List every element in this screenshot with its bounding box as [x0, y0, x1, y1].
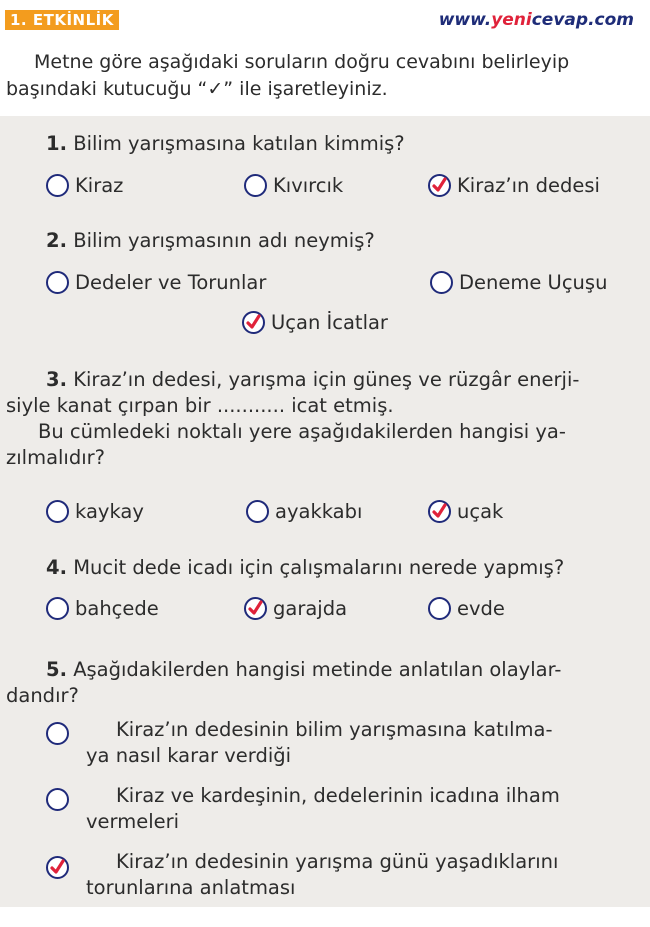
- q5-option-2-line-2: vermeleri: [86, 810, 180, 833]
- question-4: [46, 554, 564, 581]
- option-label: Deneme Uçuşu: [459, 271, 608, 294]
- header: [0, 7, 650, 37]
- activity-label: 1. ETKİNLİK: [5, 10, 119, 30]
- question-text: Bilim yarışmasının adı neymiş?: [73, 229, 375, 252]
- q4-option-3[interactable]: [428, 595, 505, 622]
- question-text-line-1: Kiraz’ın dedesi, yarışma için güneş ve rüzgâr enerji-: [73, 368, 580, 391]
- question-text-line-1: Aşağıdakilerden hangisi metinde anlatılan olaylar-: [73, 658, 562, 681]
- q5-option-1-line-2: ya nasıl karar verdiği: [86, 744, 292, 767]
- q5-option-2-checkbox-row[interactable]: [46, 788, 75, 811]
- q5-option-1-line-1: Kiraz’ın dedesinin bilim yarışmasına katılma-: [116, 718, 553, 741]
- instructions-line-1: Metne göre aşağıdaki soruların doğru cevabını belirleyip: [34, 51, 570, 73]
- q5-option-2-line-1: Kiraz ve kardeşinin, dedelerinin icadına ilham: [116, 784, 560, 807]
- option-label: bahçede: [75, 597, 159, 620]
- question-number: 5.: [46, 658, 67, 681]
- check-mark-icon: [49, 859, 66, 876]
- url-prefix: www.: [438, 10, 492, 30]
- q3-option-1[interactable]: [46, 498, 144, 525]
- q3-option-2[interactable]: [246, 498, 362, 525]
- q5-option-3-line-1: Kiraz’ın dedesinin yarışma günü yaşadıklarını: [116, 850, 559, 873]
- q2-option-1[interactable]: [46, 269, 266, 296]
- option-label: Kiraz: [75, 174, 124, 197]
- question-text: Mucit dede icadı için çalışmalarını nerede yapmış?: [73, 556, 565, 579]
- q1-option-1[interactable]: [46, 172, 123, 199]
- q1-option-2[interactable]: [244, 172, 343, 199]
- site-url: [439, 10, 634, 30]
- answer-checkbox[interactable]: [428, 597, 451, 620]
- question-5: [46, 656, 561, 683]
- answer-checkbox[interactable]: [428, 174, 451, 197]
- question-2: [46, 227, 375, 254]
- q4-option-1[interactable]: [46, 595, 159, 622]
- answer-checkbox[interactable]: [430, 271, 453, 294]
- answer-checkbox[interactable]: [46, 597, 69, 620]
- q5-option-3-checkbox-row[interactable]: [46, 856, 75, 879]
- question-3-line-2: siyle kanat çırpan bir ........... icat etmiş.: [6, 394, 394, 417]
- option-label: Uçan İcatlar: [271, 311, 388, 334]
- q2-option-2[interactable]: [430, 269, 607, 296]
- question-number: 1.: [46, 132, 67, 155]
- url-suffix: cevap.com: [531, 10, 634, 30]
- option-label: Kiraz’ın dedesi: [457, 174, 600, 197]
- question-1: [46, 130, 405, 157]
- check-mark-icon: [247, 600, 264, 617]
- instructions: [6, 49, 646, 103]
- answer-checkbox[interactable]: [428, 500, 451, 523]
- option-label: kaykay: [75, 500, 144, 523]
- q4-option-2[interactable]: [244, 595, 347, 622]
- question-number: 3.: [46, 368, 67, 391]
- option-label: Dedeler ve Torunlar: [75, 271, 267, 294]
- question-number: 4.: [46, 556, 67, 579]
- q3-option-3[interactable]: [428, 498, 503, 525]
- question-3: [46, 366, 579, 393]
- option-label: garajda: [273, 597, 348, 620]
- question-3-line-3: Bu cümledeki noktalı yere aşağıdakilerden hangisi ya-: [38, 420, 566, 443]
- answer-checkbox[interactable]: [46, 174, 69, 197]
- q5-option-3-line-2: torunlarına anlatması: [86, 876, 296, 899]
- q2-option-3[interactable]: [242, 309, 388, 336]
- check-mark-icon: [245, 314, 262, 331]
- check-mark-icon: [431, 177, 448, 194]
- answer-checkbox[interactable]: [46, 856, 69, 879]
- question-5-line-2: dandır?: [6, 684, 79, 707]
- answer-checkbox[interactable]: [46, 722, 69, 745]
- answer-checkbox[interactable]: [46, 788, 69, 811]
- option-label: Kıvırcık: [273, 174, 344, 197]
- answer-checkbox[interactable]: [46, 500, 69, 523]
- answer-checkbox[interactable]: [242, 311, 265, 334]
- answer-checkbox[interactable]: [246, 500, 269, 523]
- option-label: evde: [457, 597, 505, 620]
- answer-checkbox[interactable]: [244, 597, 267, 620]
- instructions-line-2: başındaki kutucuğu “✓” ile işaretleyiniz.: [6, 78, 388, 100]
- q1-option-3[interactable]: [428, 172, 600, 199]
- answer-checkbox[interactable]: [46, 271, 69, 294]
- question-3-line-4: zılmalıdır?: [6, 446, 106, 469]
- option-label: ayakkabı: [275, 500, 363, 523]
- question-panel: [0, 116, 650, 907]
- option-label: uçak: [457, 500, 504, 523]
- question-number: 2.: [46, 229, 67, 252]
- check-mark-icon: [431, 503, 448, 520]
- answer-checkbox[interactable]: [244, 174, 267, 197]
- q5-option-1-checkbox-row[interactable]: [46, 722, 75, 745]
- question-text: Bilim yarışmasına katılan kimmiş?: [73, 132, 405, 155]
- url-highlight: yeni: [491, 10, 532, 30]
